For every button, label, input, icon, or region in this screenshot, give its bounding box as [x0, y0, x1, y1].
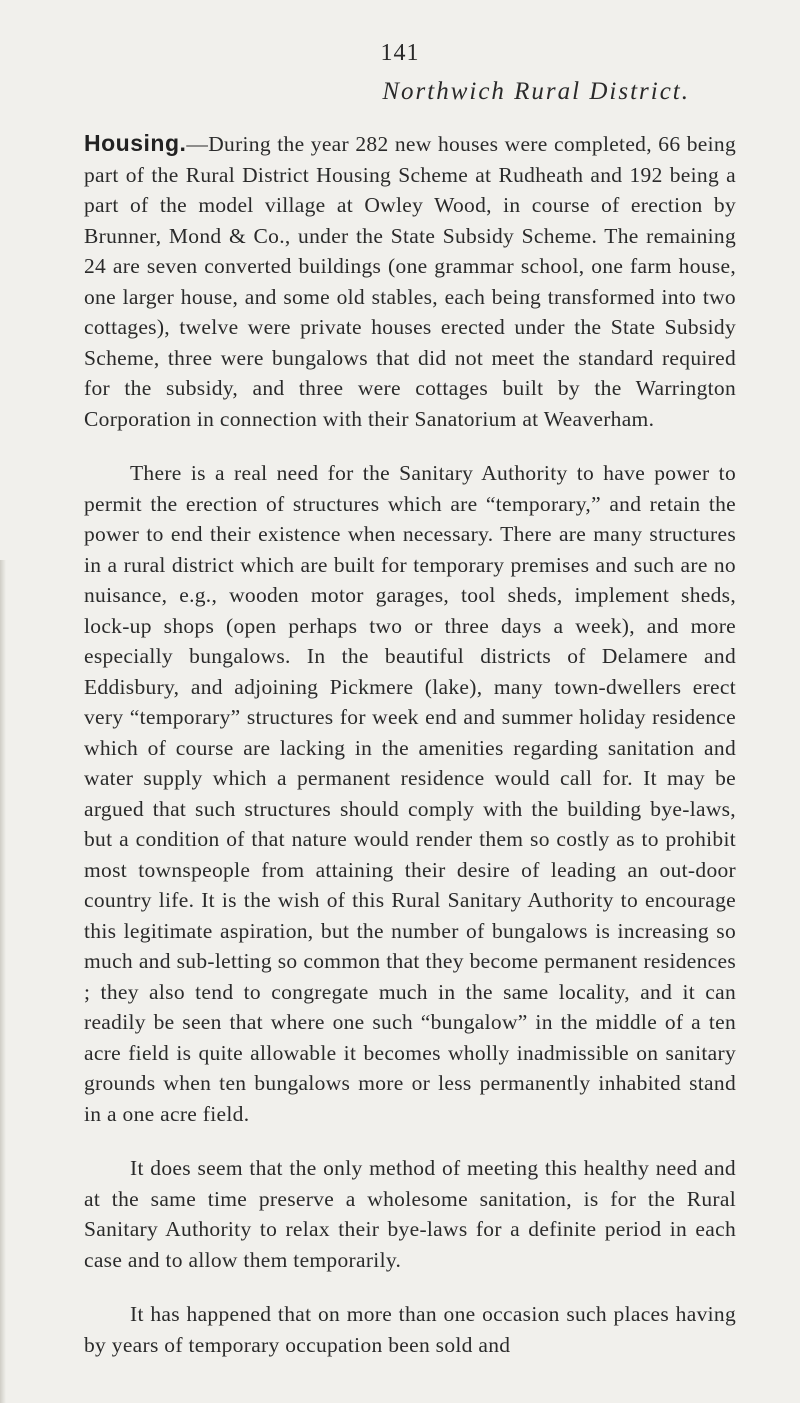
page-number: 141 — [380, 40, 420, 66]
paragraph-3: It does seem that the only method of meeting this healthy need and at the same time preserve a wholesome sanitation, is for the Rural Sanitary Authority to relax their bye-laws for a definite period in each case and to allow them temporarily. — [84, 1156, 736, 1272]
paragraph-2: There is a real need for the Sanitary Authority to have power to permit the erection of structures which are “temporary,” and retain the power to end their existence when necessary. There are many structures in a rural district which are built for temporary premises and such are no nuisance, e.g., wooden motor garages, tool sheds, implement sheds, lock-up shops (open perhaps two or three days a week), and more especially bungalows. In the beautiful districts of Delamere and Eddisbury, and adjoining Pickmere (lake), many town-dwellers erect very “temporary” structures for week end and summer holiday residence which of course are lacking in the amenities regarding sanitation and water supply which a permanent residence would call for. It may be argued that such structures should comply with the building bye-laws, but a condition of that nature would render them so costly as to prohibit most townspeople from attaining their desire of leading an out-door country life. It is the wish of this Rural Sanitary Authority to encourage this legitimate aspiration, but the number of bungalows is increasing so much and sub-letting so common that they become permanent residences ; they also tend to congregate much in the same locality, and it can readily be seen that where one such “bungalow” in the middle of a ten acre field is quite allowable it becomes wholly inadmissible on sanitary grounds when ten bungalows more or less permanently inhabited stand in a one acre field. — [84, 461, 736, 1126]
paragraph-1-text: —During the year 282 new houses were completed, 66 being part of the Rural District Housing Scheme at Rudheath and 192 being a part of the model village at Owley Wood, in course of erection by Brunner, Mond & Co., under the State Subsidy Scheme. The remaining 24 are seven converted buildings (one grammar school, one farm house, one larger house, and some old stables, each being transformed into two cottages), twelve were private houses erected under the State Subsidy Scheme, three were bungalows that did not meet the standard required for the subsidy, and three were cottages built by the Warrington Corporation in connection with their Sanatorium at Weaverham. — [84, 132, 736, 431]
section-heading: Housing. — [84, 130, 187, 156]
running-head: Northwich Rural District. — [382, 78, 690, 105]
paragraph-4: It has happened that on more than one occasion such places having by years of temporary occupation been sold and — [84, 1302, 736, 1357]
paragraph-housing — [84, 128, 736, 434]
body-text — [84, 128, 736, 1360]
page-edge-shadow — [0, 560, 6, 1403]
